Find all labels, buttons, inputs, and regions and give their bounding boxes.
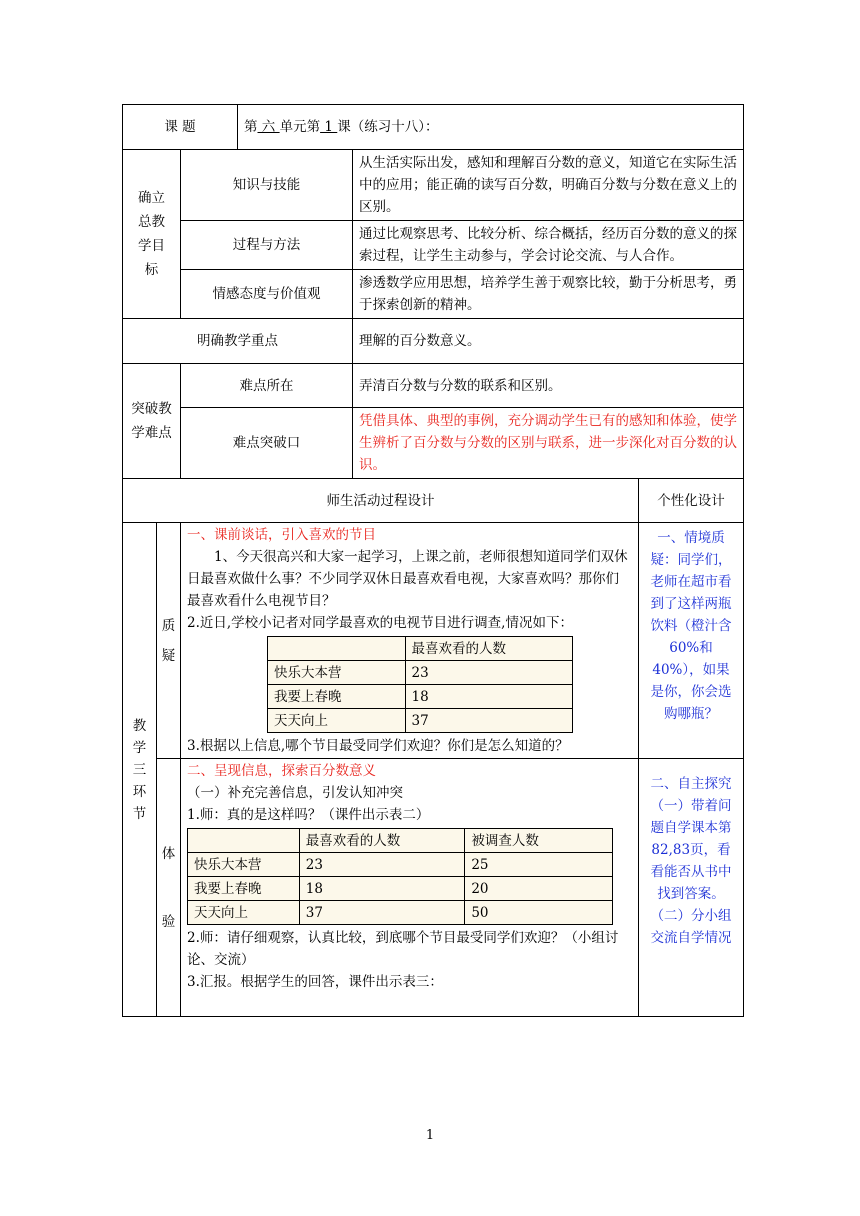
goal-text-process: 通过比观察思考、比较分析、综合概括，经历百分数的意义的探索过程，让学生主动参与，学会讨论交流、与人合作。 — [353, 221, 744, 270]
stage1-heading: 一、课前谈话，引入喜欢的节目 — [187, 527, 376, 543]
table2-row-name: 我要上春晚 — [188, 877, 300, 901]
difficulty-name-point: 难点所在 — [181, 364, 353, 408]
difficulty-text-point: 弄清百分数与分数的联系和区别。 — [353, 364, 744, 408]
key-point-label: 明确教学重点 — [123, 319, 353, 364]
difficulty-name-breakthrough: 难点突破口 — [181, 408, 353, 479]
table1-row-name: 我要上春晚 — [268, 685, 406, 709]
table1-header-blank — [268, 637, 406, 661]
table2-header-count: 最喜欢看的人数 — [299, 829, 465, 853]
stage1-content — [181, 523, 639, 759]
table2-row-surveyed: 25 — [465, 853, 613, 877]
stage1-personal-note: 一、情境质疑：同学们，老师在超市看到了这样两瓶饮料（橙汁含60%和40%），如果是你，你会选购哪瓶？ — [639, 523, 744, 759]
goal-name-knowledge: 知识与技能 — [181, 150, 353, 221]
topic-value: 第 六 单元第 1 课（练习十八）： — [238, 105, 744, 150]
table2-header-blank — [188, 829, 300, 853]
stage2-personal-note: 二、自主探究（一）带着问题自学课本第82,83页，看看能否从书中找到答案。（二）分小组交流自学情况 — [639, 759, 744, 1017]
table2-row-count: 37 — [299, 901, 465, 925]
table2-row-name: 天天向上 — [188, 901, 300, 925]
stage2-paragraph-3: 3.汇报。根据学生的回答，课件出示表三： — [187, 974, 443, 990]
table2-row-name: 快乐大本营 — [188, 853, 300, 877]
stage2-heading: 二、呈现信息，探索百分数意义 — [187, 763, 376, 779]
difficulty-text-breakthrough: 凭借具体、典型的事例，充分调动学生已有的感知和体验，使学生辨析了百分数与分数的区别与联系，进一步深化对百分数的认识。 — [353, 408, 744, 479]
header-row — [123, 105, 744, 150]
table1-row-name: 天天向上 — [268, 709, 406, 733]
table1-header-count: 最喜欢看的人数 — [405, 637, 572, 661]
table2-row-count: 18 — [299, 877, 465, 901]
stage1-paragraph-2: 2.近日,学校小记者对同学最喜欢的电视节目进行调查,情况如下： — [187, 615, 573, 631]
goal-text-emotion: 渗透数学应用思想，培养学生善于观察比较，勤于分析思考，勇于探索创新的精神。 — [353, 270, 744, 319]
goal-text-knowledge: 从生活实际出发，感知和理解百分数的意义，知道它在实际生活中的应用；能正确的读写百分数，明确百分数与分数在意义上的区别。 — [353, 150, 744, 221]
personal-design-header: 个性化设计 — [639, 479, 744, 523]
stage2-content — [181, 759, 639, 1017]
page-number: 1 — [425, 1128, 435, 1143]
table1-row-value: 23 — [405, 661, 572, 685]
goal-name-process: 过程与方法 — [181, 221, 353, 270]
table1-row-name: 快乐大本营 — [268, 661, 406, 685]
lesson-plan-table — [122, 104, 744, 1017]
table2-header-surveyed: 被调查人数 — [465, 829, 613, 853]
stage2-subheading: （一）补充完善信息，引发认知冲突 — [187, 785, 403, 801]
stage2-label: 体 验 — [157, 759, 181, 1017]
stage2-paragraph-2: 2.师：请仔细观察，认真比较，到底哪个节目最受同学们欢迎？（小组讨论、交流） — [187, 930, 619, 968]
stage1-paragraph-3: 3.根据以上信息,哪个节目最受同学们欢迎？你们是怎么知道的？ — [187, 738, 569, 754]
survey-table-1 — [267, 636, 573, 733]
table2-row-surveyed: 50 — [465, 901, 613, 925]
survey-table-2 — [187, 828, 613, 925]
unit-number: 六 — [257, 119, 280, 135]
goals-label: 确立总教学目标 — [123, 150, 181, 319]
stage1-label: 质 疑 — [157, 523, 181, 759]
stage-outer-label: 教 学 三 环 节 — [123, 523, 157, 1017]
process-header: 师生活动过程设计 — [123, 479, 639, 523]
topic-label: 课 题 — [123, 105, 238, 150]
goal-name-emotion: 情感态度与价值观 — [181, 270, 353, 319]
difficulty-label: 突破教学难点 — [123, 364, 181, 479]
table1-row-value: 18 — [405, 685, 572, 709]
stage1-paragraph-1: 1、今天很高兴和大家一起学习，上课之前，老师很想知道同学们双休日最喜欢做什么事？不少同学双休日最喜欢看电视，大家喜欢吗？那你们最喜欢看什么电视节目？ — [187, 549, 628, 609]
table2-row-surveyed: 20 — [465, 877, 613, 901]
table1-row-value: 37 — [405, 709, 572, 733]
stage2-paragraph-1: 1.师：真的是这样吗？（课件出示表二） — [187, 807, 430, 823]
lesson-number: 1 — [320, 119, 338, 135]
key-point-text: 理解的百分数意义。 — [353, 319, 744, 364]
table2-row-count: 23 — [299, 853, 465, 877]
